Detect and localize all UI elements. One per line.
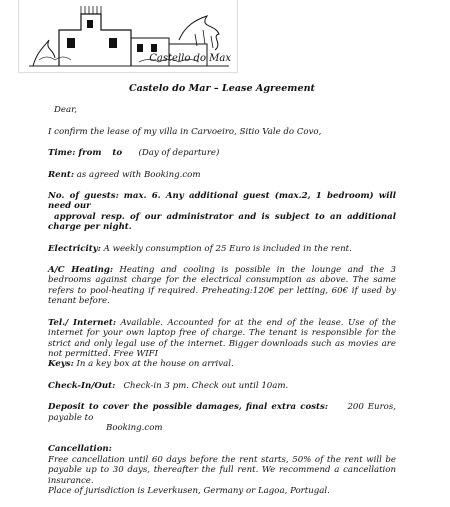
internet-section [48, 318, 396, 370]
time-line [48, 148, 396, 158]
guests-text: max. 6. Any additional guest (max.2, 1 bedroom) will need our [48, 191, 396, 212]
castle-logo [18, 0, 238, 73]
electricity-label: Electricity: [48, 243, 101, 254]
ac-text: Heating and cooling is possible in the lounge and the 3 bedrooms against charge for the electrical consumption as above. The same refers to pool-heating if required. Preheating:120€ per letting, 60€ if used by tenant before. [48, 265, 396, 307]
tel-label: Tel./ Internet: [48, 317, 117, 328]
electricity-line [48, 244, 396, 254]
jurisdiction-text: Place of jurisdiction is Leverkusen, Germany or Lagoa, Portugal. [48, 485, 330, 496]
electricity-text: A weekly consumption of 25 Euro is included in the rent. [103, 243, 352, 254]
deposit-section [48, 402, 396, 433]
deposit-label: Deposit to cover the possible damages, final extra costs: [48, 402, 329, 413]
cancel-label: Cancellation: [48, 444, 112, 455]
document-title: Castelo do Mar – Lease Agreement [129, 83, 315, 94]
keys-label: Keys: [48, 359, 74, 370]
ac-label: A/C Heating: [48, 265, 114, 276]
checkin-line [48, 381, 396, 391]
confirm-text: I confirm the lease of my villa in Carvoeiro, Sitio Vale do Covo, [48, 126, 322, 137]
cancellation-section [48, 444, 396, 496]
guests-text-approval: approval resp. of our administrator and is subject to an additional charge per night. [48, 211, 396, 233]
tel-text: Available. Accounted for at the end of the lease. Use of the internet for your own laptop free of charge. The tenant is responsible for the strict and only legal use of the internet. Bigger downloads such as movies are not permitted. Free WIFI [48, 317, 396, 359]
deposit-payee: Booking.com [106, 422, 163, 433]
guests-label: No. of guests: [48, 191, 119, 202]
rent-label: Rent: [48, 169, 74, 180]
time-departure: (Day of departure) [138, 148, 220, 159]
cancel-text: Free cancellation until 60 days before the rent starts, 50% of the rent will be payable up to 30 days, thereafter the full rent. We recommend a cancellation insurance. [48, 454, 396, 486]
checkin-text: Check-in 3 pm. Check out until 10am. [123, 380, 289, 391]
rent-text: as agreed with Booking.com [76, 169, 201, 180]
rent-line [48, 170, 396, 180]
logo-signature: Castello do Max [149, 53, 231, 64]
deposit-text: 200 Euros, payable to [48, 402, 396, 423]
time-to: to [112, 148, 123, 159]
guests-section [48, 191, 396, 233]
keys-text: In a key box at the house on arrival. [76, 359, 234, 370]
time-label: Time: from [48, 148, 102, 159]
greeting: Dear, [54, 105, 77, 116]
ac-heating-section [48, 265, 396, 307]
checkin-label: Check-In/Out: [48, 380, 116, 391]
lease-agreement [48, 84, 396, 507]
